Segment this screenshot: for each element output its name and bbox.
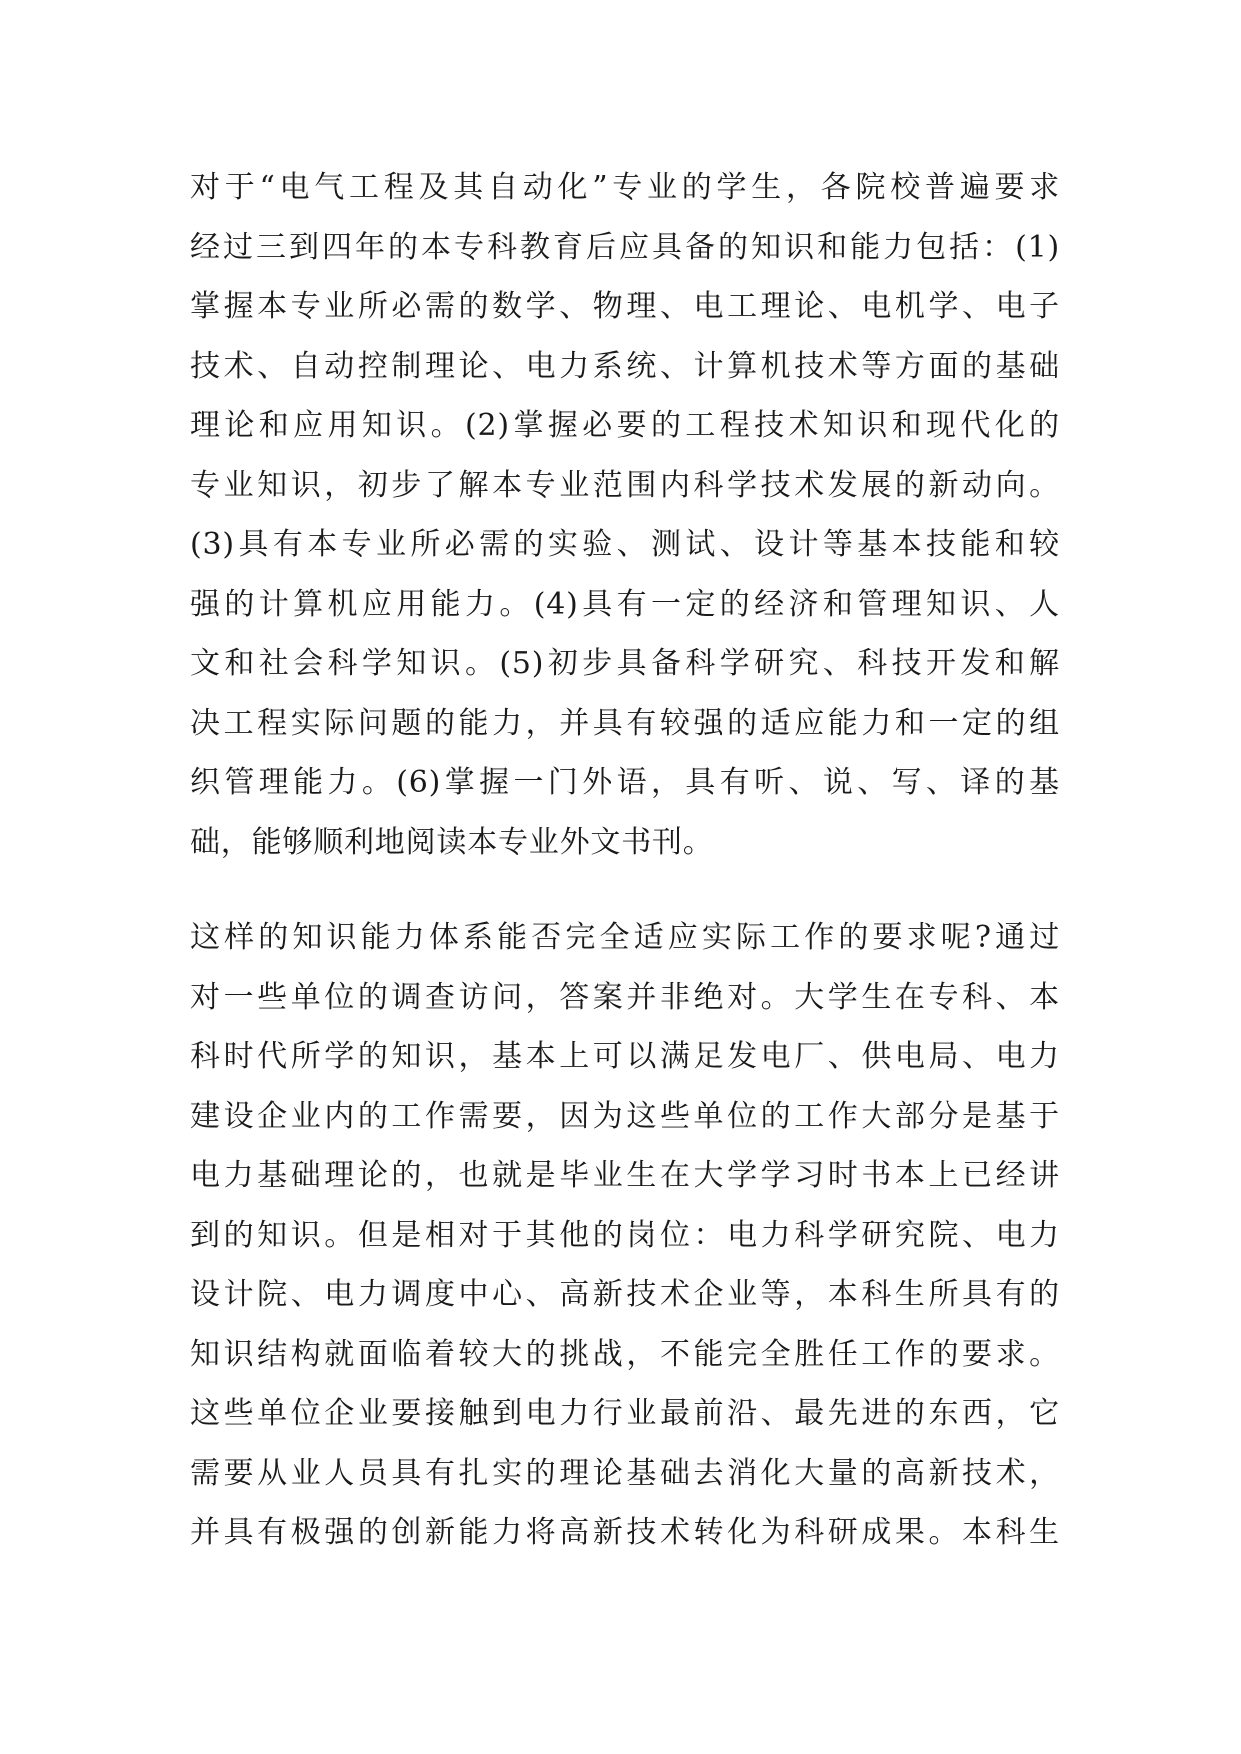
text-line: 到的知识。但是相对于其他的岗位：电力科学研究院、电力 bbox=[190, 1217, 1060, 1253]
text-line: 需要从业人员具有扎实的理论基础去消化大量的高新技术， bbox=[190, 1455, 1060, 1491]
text-line: 设计院、电力调度中心、高新技术企业等，本科生所具有的 bbox=[190, 1277, 1060, 1312]
text-line-last: 础，能够顺利地阅读本专业外文书刊。 bbox=[190, 824, 714, 860]
text-line: 强的计算机应用能力。(4)具有一定的经济和管理知识、人 bbox=[190, 586, 1060, 622]
text-line: 建设企业内的工作需要，因为这些单位的工作大部分是基于 bbox=[190, 1098, 1060, 1134]
text-line: 决工程实际问题的能力，并具有较强的适应能力和一定的组 bbox=[190, 705, 1060, 741]
text-line: 技术、自动控制理论、电力系统、计算机技术等方面的基础 bbox=[190, 348, 1060, 384]
text-line: 专业知识，初步了解本专业范围内科学技术发展的新动向。 bbox=[190, 467, 1060, 503]
text-line: 织管理能力。(6)掌握一门外语，具有听、说、写、译的基 bbox=[190, 765, 1060, 800]
paragraph-workplace-adaptation bbox=[190, 908, 1060, 1563]
text-line: 知识结构就面临着较大的挑战，不能完全胜任工作的要求。 bbox=[190, 1336, 1060, 1372]
text-line: 掌握本专业所必需的数学、物理、电工理论、电机学、电子 bbox=[190, 289, 1060, 324]
text-line: 理论和应用知识。(2)掌握必要的工程技术知识和现代化的 bbox=[190, 408, 1060, 443]
text-line: 对于“电气工程及其自动化”专业的学生，各院校普遍要求 bbox=[190, 170, 1060, 205]
text-line: 文和社会科学知识。(5)初步具备科学研究、科技开发和解 bbox=[190, 646, 1060, 681]
text-line: 这些单位企业要接触到电力行业最前沿、最先进的东西，它 bbox=[190, 1396, 1060, 1431]
text-line: 对一些单位的调查访问，答案并非绝对。大学生在专科、本 bbox=[190, 979, 1060, 1015]
text-line: 并具有极强的创新能力将高新技术转化为科研成果。本科生 bbox=[190, 1515, 1060, 1550]
text-line: 这样的知识能力体系能否完全适应实际工作的要求呢?通过 bbox=[190, 920, 1060, 955]
text-line: (3)具有本专业所必需的实验、测试、设计等基本技能和较 bbox=[190, 527, 1060, 562]
paragraph-knowledge-requirements bbox=[190, 158, 1060, 872]
text-line: 经过三到四年的本专科教育后应具备的知识和能力包括：(1) bbox=[190, 229, 1060, 265]
text-line: 科时代所学的知识，基本上可以满足发电厂、供电局、电力 bbox=[190, 1039, 1060, 1074]
text-line: 电力基础理论的，也就是毕业生在大学学习时书本上已经讲 bbox=[190, 1158, 1060, 1193]
